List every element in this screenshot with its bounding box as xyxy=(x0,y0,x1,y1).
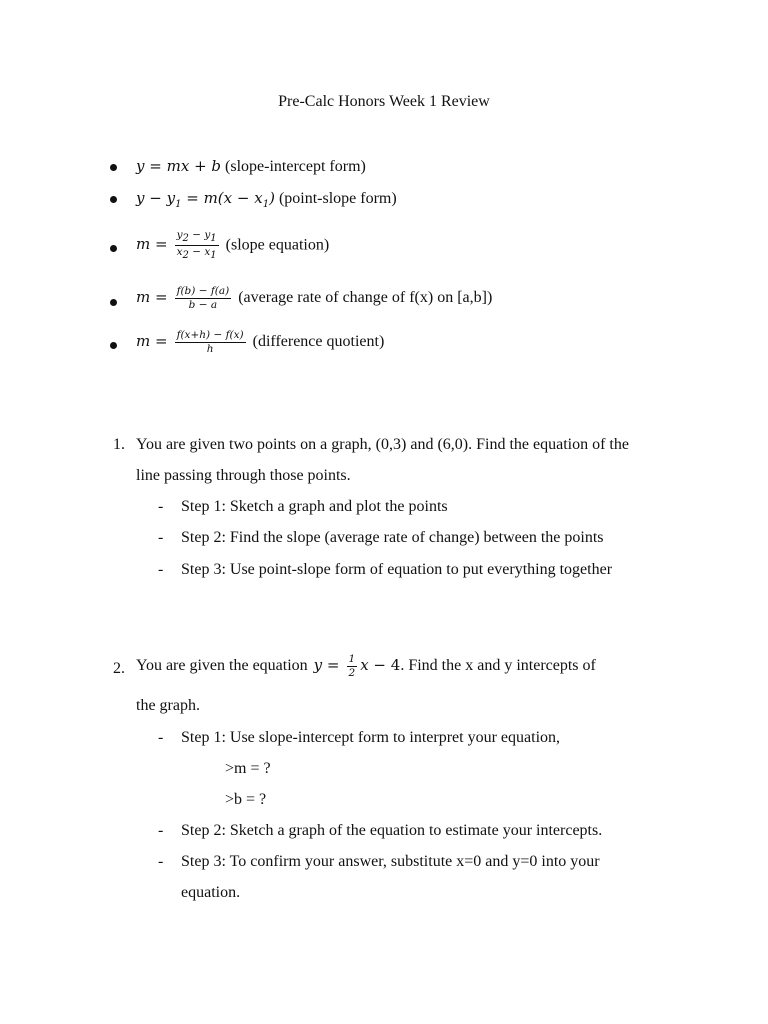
problem-2-text-cont: the graph. xyxy=(136,697,200,714)
problem-2-equation-rest: x − 4 xyxy=(360,656,401,675)
formula-difference-quotient xyxy=(110,329,384,356)
problem-1-text-cont: line passing through those points. xyxy=(136,467,351,484)
step-dash: - xyxy=(158,853,164,870)
problem-2-sub-b: >b = ? xyxy=(225,791,267,808)
problem-1-number: 1. xyxy=(113,436,125,453)
problem-1-text: You are given two points on a graph, (0,3) and (6,0). Find the equation of the xyxy=(136,436,629,453)
formula-math: y = mx + b xyxy=(136,157,222,175)
formula-slope-equation xyxy=(110,229,329,262)
problem-2-text xyxy=(136,653,596,680)
formula-label: (difference quotient) xyxy=(252,333,385,351)
problem-2-step-3-cont: equation. xyxy=(181,884,241,901)
problem-1-step: Step 3: Use point-slope form of equation to put everything together xyxy=(181,561,613,578)
bullet-dot xyxy=(110,342,117,349)
formula-label: (average rate of change of f(x) on [a,b]) xyxy=(238,289,493,307)
problem-2-step-3: Step 3: To confirm your answer, substitute x=0 and y=0 into your xyxy=(181,853,600,870)
formula-label: (slope-intercept form) xyxy=(225,158,366,175)
formula-average-rate xyxy=(110,285,492,312)
step-dash: - xyxy=(158,498,164,515)
problem-2-sub-m: >m = ? xyxy=(225,760,271,777)
formula-label: (point-slope form) xyxy=(278,190,397,207)
problem-1-step: Step 2: Find the slope (average rate of change) between the points xyxy=(181,529,604,546)
formula-math: m = xyxy=(136,332,168,351)
page-title: Pre-Calc Honors Week 1 Review xyxy=(278,93,490,110)
step-dash: - xyxy=(158,729,164,746)
bullet-dot xyxy=(110,299,117,306)
problem-2-equation: y = xyxy=(313,656,340,675)
problem-2-step-2: Step 2: Sketch a graph of the equation to estimate your intercepts. xyxy=(181,822,603,839)
formula-label: (slope equation) xyxy=(225,236,330,254)
step-dash: - xyxy=(158,529,164,546)
bullet-dot xyxy=(110,196,117,203)
problem-2-text-after: . Find the x and y intercepts of xyxy=(400,657,596,675)
fraction: $\frac{1}{2}$ xyxy=(348,653,356,679)
problem-2-number: 2. xyxy=(113,660,125,677)
step-dash: - xyxy=(158,561,164,578)
problem-2-step-1: Step 1: Use slope-intercept form to interpret your equation, xyxy=(181,729,561,746)
formula-math: m = xyxy=(136,235,168,254)
formula-math: $y - y_1 = m(x - x_1)$ xyxy=(136,189,275,210)
fraction: $\frac{f(x+h) - f(x)}{h}$ xyxy=(176,329,244,355)
fraction: $\frac{y_2 - y_1}{x_2 - x_1}$ xyxy=(176,229,217,262)
bullet-dot xyxy=(110,245,117,252)
formula-point-slope xyxy=(110,189,397,210)
step-dash: - xyxy=(158,822,164,839)
fraction: $\frac{f(b) - f(a)}{b - a}$ xyxy=(176,285,230,311)
problem-2-text-before: You are given the equation xyxy=(136,657,308,675)
bullet-dot xyxy=(110,164,117,171)
problem-1-step: Step 1: Sketch a graph and plot the points xyxy=(181,498,448,515)
formula-math: m = xyxy=(136,288,168,307)
formula-slope-intercept xyxy=(110,157,366,176)
